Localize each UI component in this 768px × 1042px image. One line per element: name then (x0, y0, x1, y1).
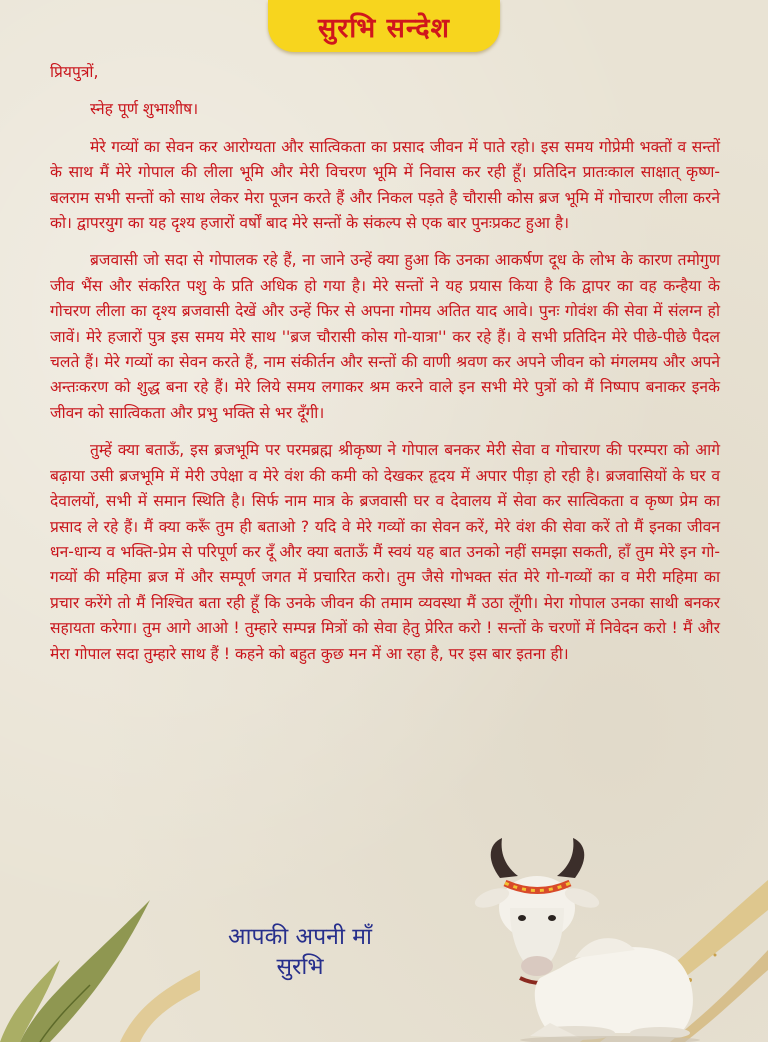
letter-greeting: स्नेह पूर्ण शुभाशीष। (90, 100, 199, 119)
signature-block (200, 922, 400, 982)
letter-body (50, 60, 720, 679)
letter-salutation: प्रियपुत्रों, (50, 63, 99, 81)
signature-name: सुरभि (276, 954, 324, 980)
letter-paragraph-3: तुम्हें क्या बताऊँ, इस ब्रजभूमि पर परमब्रह्म श्रीकृष्ण ने गोपाल बनकर मेरी सेवा व गोचारण की परम्परा को आगे बढ़ाया उसी ब्रजभूमि में मेरी उपेक्षा व मेरे वंश की कमी को देखकर हृदय में अपार पीड़ा हो रही है। ब्रजवासियों के घर व देवालयों, सभी में समान स्थिति है। सिर्फ नाम मात्र के ब्रजवासी घर व देवालय में सेवा कर सात्विकता व कृष्ण प्रेम का प्रसाद ले रहे हैं। मैं क्या करूँ तुम ही बताओ ? यदि वे मेरे गव्यों का सेवन करें, मेरे वंश की सेवा करें तो मैं इनका जीवन धन-धान्य व भक्ति-प्रेम से परिपूर्ण कर दूँ और क्या बताऊँ मैं स्वयं यह बात उनको नहीं समझा सकती, हाँ तुम मेरे इन गो-गव्यों की महिमा ब्रज में और सम्पूर्ण जगत में प्रचारित करो। तुम जैसे गोभक्त संत मेरे गो-गव्यों का व मेरी महिमा का प्रचार करेंगे तो मैं निश्चित बता रही हूँ कि उनके जीवन की तमाम व्यवस्था मैं उठा लूँगी। मेरा गोपाल उनका साथी बनकर सहायता करेगा। तुम आगे आओ ! तुम्हारे सम्पन्न मित्रों को सेवा हेतु प्रेरित करो ! सन्तों के चरणों में निवेदन करो ! मैं और मेरा गोपाल सदा तुम्हारे साथ हैं ! कहने को बहुत कुछ मन में आ रहा है, पर इस बार इतना ही। (50, 441, 720, 663)
signature-line-1: आपकी अपनी माँ (228, 924, 372, 950)
letter-paragraph-2: ब्रजवासी जो सदा से गोपालक रहे हैं, ना जाने उन्हें क्या हुआ कि उनका आकर्षण दूध के लोभ के कारण तमोगुण जीव भैंस और संकरित पशु के प्रति अधिक हो गया है। मेरे सन्तों ने यह प्रयास किया है कि द्वापर का वह कन्हैया के गोचरण लीला का दृश्य ब्रजवासी देखें और उन्हें फिर से अपना गोमय अतित याद आवे। पुनः गोवंश की सेवा में संलग्न हो जावें। मेरे हजारों पुत्र इस समय मेरे साथ ''ब्रज चौरासी कोस गो-यात्रा'' कर रहे हैं। वे सभी प्रतिदिन मेरे पीछे-पीछे पैदल चलते हैं। मेरे गव्यों का सेवन करते हैं, नाम संकीर्तन और सन्तों की वाणी श्रवण कर अपने जीवन को मंगलमय और अपने अन्तःकरण को शुद्ध बना रहे हैं। मेरे लिये समय लगाकर श्रम करने वाले इन सभी मेरे पुत्रों को मैं निष्पाप बनाकर इनके जीवन को सात्विकता और प्रभु भक्ति से भर दूँगी। (50, 251, 720, 422)
header-banner (268, 0, 500, 52)
letter-paragraph-1: मेरे गव्यों का सेवन कर आरोग्यता और सात्विकता का प्रसाद जीवन में पाते रहो। इस समय गोप्रेमी भक्तों व सन्तों के साथ मैं मेरे गोपाल की लीला भूमि और मेरी विचरण भूमि में निवास कर रही हूँ। प्रतिदिन प्रातःकाल साक्षात् कृष्ण-बलराम सभी सन्तों को साथ लेकर मेरा पूजन करते हैं और निकल पड़ते है चौरासी कोस ब्रज भूमि में गोचारण लीला करने को। द्वापरयुग का यह दृश्य हजारों वर्षों बाद मेरे सन्तों के संकल्प से एक बार पुनःप्रकट हुआ है। (50, 137, 720, 233)
cow-icon (440, 838, 700, 1042)
banner-title: सुरभि सन्देश (318, 12, 450, 44)
leaf-decoration-icon (0, 900, 200, 1042)
